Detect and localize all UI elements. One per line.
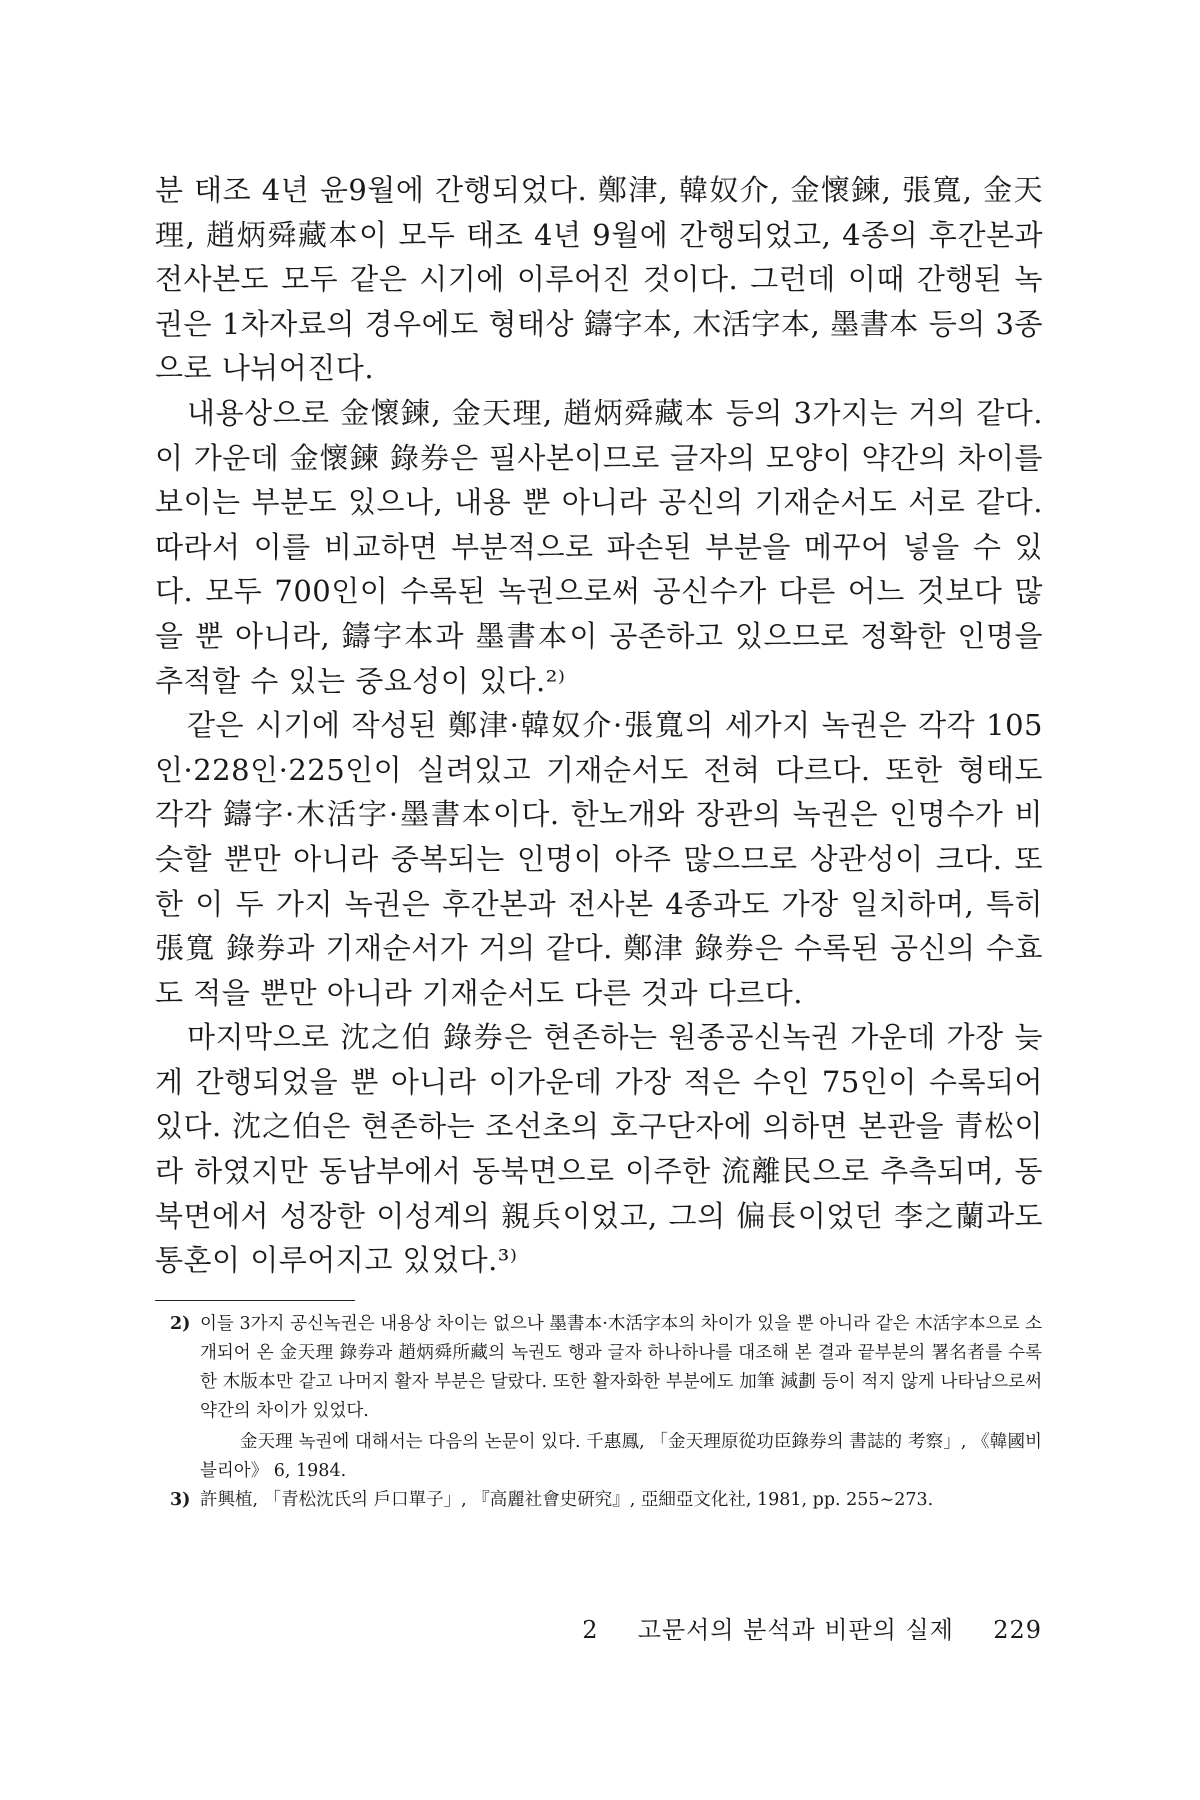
- footnote-2-text: 이들 3가지 공신녹권은 내용상 차이는 없으나 墨書本·木活字本의 차이가 있을 뿐 아니라 같은 木活字本으로 소개되어 온 金天理 錄券과 趙炳舜所藏의 녹권도 행과 글자 하나하나를 대조해 본 결과 끝부분의 署名者를 수록한 木版本만 같고 나머지 활자 부분은 달랐다. 또한 활자화한 부분에도 加筆 減劃 등이 적지 않게 나타남으로써 약간의 차이가 있었다.: [200, 1314, 1042, 1421]
- body-paragraph-1: 분 태조 4년 윤9월에 간행되었다. 鄭津, 韓奴介, 金懷鍊, 張寬, 金天理, 趙炳舜藏本이 모두 태조 4년 9월에 간행되었고, 4종의 후간본과 전사본도 모두 같은 시기에 이루어진 것이다. 그런데 이때 간행된 녹권은 1차자료의 경우에도 형태상 鑄字本, 木活字本, 墨書本 등의 3종으로 나뉘어진다.: [155, 173, 1043, 386]
- page-number: 229: [993, 1616, 1042, 1644]
- body-paragraph-2: 내용상으로 金懷鍊, 金天理, 趙炳舜藏本 등의 3가지는 거의 같다. 이 가운데 金懷鍊 錄券은 필사본이므로 글자의 모양이 약간의 차이를 보이는 부분도 있으나, 내용 뿐 아니라 공신의 기재순서도 서로 같다. 따라서 이를 비교하면 부분적으로 파손된 부분을 메꾸어 넣을 수 있다. 모두 700인이 수록된 녹권으로써 공신수가 다른 어느 것보다 많을 뿐 아니라, 鑄字本과 墨書本이 공존하고 있으므로 정확한 인명을 추적할 수 있는 중요성이 있다.²⁾: [155, 395, 1043, 698]
- footnote-3-number: 3): [170, 1490, 191, 1510]
- footnote-2-continuation: 金天理 녹권에 대해서는 다음의 논문이 있다. 千惠鳳, 「金天理原從功臣錄券의 書誌的 考察」, 《韓國비블리아》 6, 1984.: [200, 1432, 1042, 1481]
- footnote-2-number: 2): [170, 1314, 191, 1334]
- footnote-3: [170, 1486, 1042, 1515]
- chapter-title: 고문서의 분석과 비판의 실제: [637, 1616, 954, 1644]
- main-body-text: [155, 168, 1043, 1283]
- chapter-number: 2: [582, 1616, 599, 1644]
- body-paragraph-3: 같은 시기에 작성된 鄭津·韓奴介·張寬의 세가지 녹권은 각각 105인·228인·225인이 실려있고 기재순서도 전혀 다르다. 또한 형태도 각각 鑄字·木活字·墨書本이다. 한노개와 장관의 녹권은 인명수가 비슷할 뿐만 아니라 중복되는 인명이 아주 많으므로 상관성이 크다. 또한 이 두 가지 녹권은 후간본과 전사본 4종과도 가장 일치하며, 특히 張寬 錄券과 기재순서가 거의 같다. 鄭津 錄券은 수록된 공신의 수효도 적을 뿐만 아니라 기재순서도 다른 것과 다르다.: [155, 708, 1043, 1010]
- footnote-3-text: 許興植, 「青松沈氏의 戶口單子」, 『高麗社會史硏究』, 亞細亞文化社, 1981, pp. 255~273.: [200, 1490, 934, 1510]
- running-footer: [582, 1610, 1042, 1645]
- footnote-2: [170, 1310, 1042, 1426]
- body-paragraph-4: 마지막으로 沈之伯 錄券은 현존하는 원종공신녹권 가운데 가장 늦게 간행되었을 뿐 아니라 이가운데 가장 적은 수인 75인이 수록되어 있다. 沈之伯은 현존하는 조선초의 호구단자에 의하면 본관을 青松이라 하였지만 동남부에서 동북면으로 이주한 流離民으로 추측되며, 동북면에서 성장한 이성계의 親兵이었고, 그의 偏長이었던 李之蘭과도 통혼이 이루어지고 있었다.³⁾: [155, 1020, 1043, 1278]
- footnotes-section: [170, 1310, 1042, 1515]
- footnote-divider: [155, 1300, 355, 1301]
